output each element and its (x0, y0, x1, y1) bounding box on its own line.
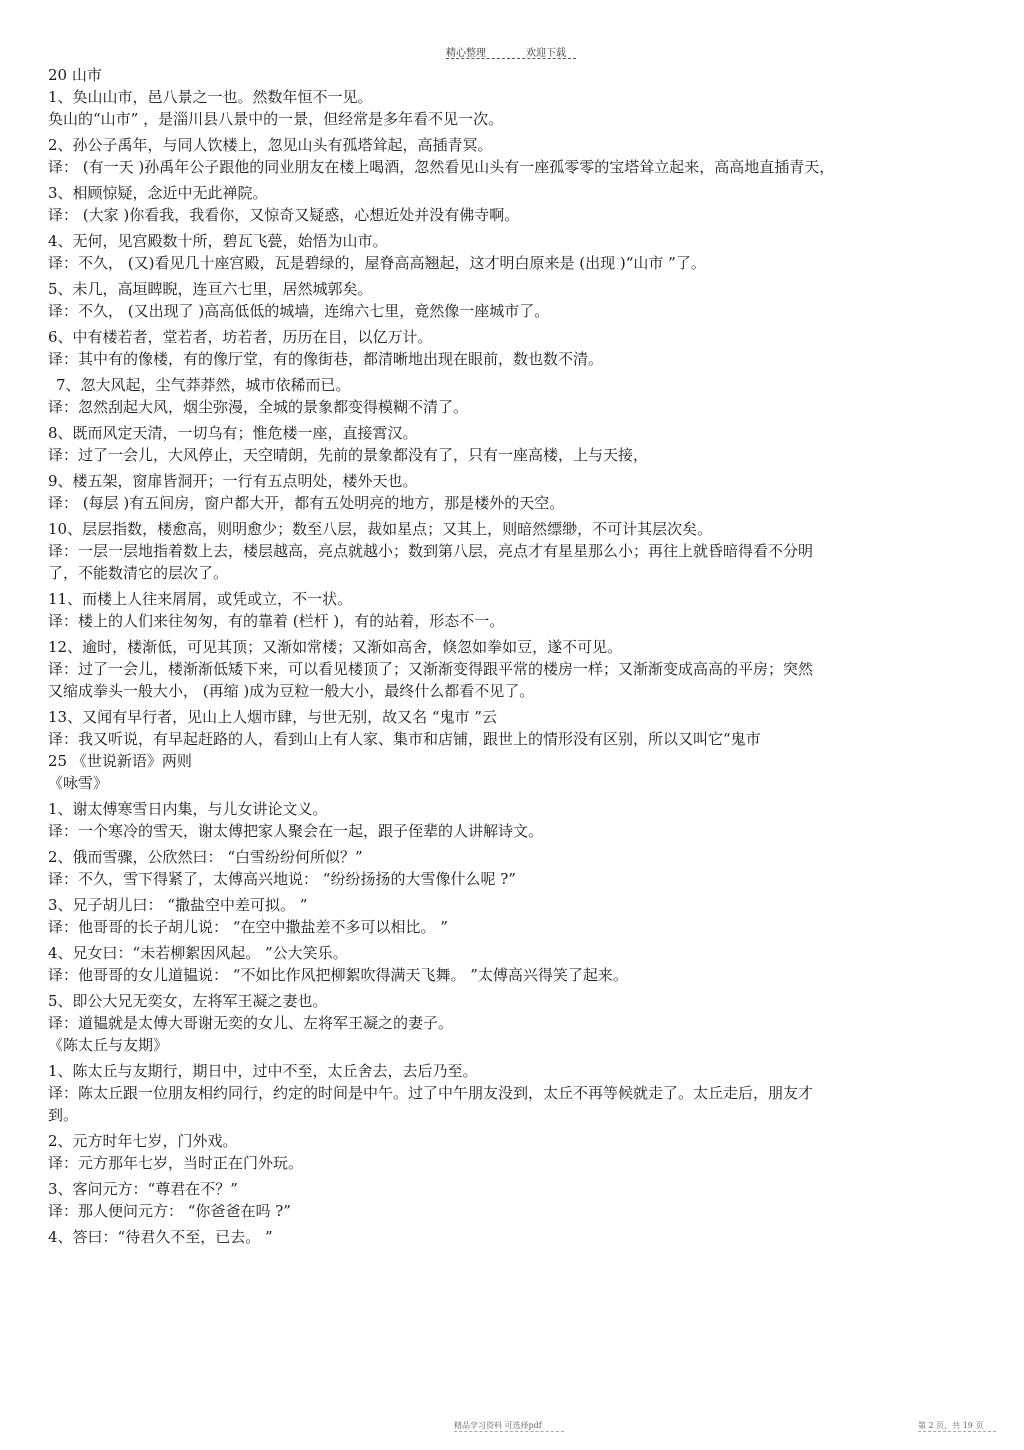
text-line: 译：楼上的人们来往匆匆，有的靠着 (栏杆 )，有的站着，形态不一。 (48, 612, 505, 630)
footer-left-text: 精品学习资料 可选择pdf (454, 1421, 542, 1430)
text-line: 13、又闻有早行者，见山上人烟市肆，与世无别，故又名 “鬼市 ”云 (48, 708, 497, 726)
document-body (48, 64, 898, 1248)
text-line: 译：忽然刮起大风，烟尘弥漫，全城的景象都变得模糊不清了。 (48, 398, 469, 416)
text-line: 6、中有楼若者，堂若者，坊若者，历历在目，以亿万计。 (48, 328, 433, 346)
text-line: 译： (每层 )有五间房，窗户都大开，都有五处明亮的地方，那是楼外的天空。 (48, 494, 565, 512)
text-line: 2、孙公子禹年，与同人饮楼上，忽见山头有孤塔耸起，高插青冥。 (48, 136, 493, 154)
text-line: 译：一层一层地指着数上去，楼层越高，亮点就越小；数到第八层，亮点才有星星那么小；再往上就昏暗得看不分明 (48, 542, 814, 560)
subsection-title: 《咏雪》 (48, 774, 109, 792)
text-line: 7、忽大风起，尘气莽莽然，城市依稀而已。 (56, 376, 351, 394)
page-header (446, 44, 566, 59)
text-line: 奂山的“山市” ，是淄川县八景中的一景，但经常是多年看不见一次。 (48, 110, 504, 128)
text-line: 4、答曰：“待君久不至，已去。 ” (48, 1228, 273, 1246)
subsection-title: 《陈太丘与友期》 (48, 1036, 169, 1054)
text-line: 到。 (48, 1106, 79, 1124)
text-line: 译：过了一会儿，楼渐渐低矮下来，可以看见楼顶了；又渐渐变得跟平常的楼房一样；又渐渐变成高高的平房；突然 (48, 660, 814, 678)
text-line: 12、逾时，楼渐低，可见其顶；又渐如常楼；又渐如高舍，倏忽如拳如豆，遂不可见。 (48, 638, 623, 656)
text-line: 又缩成拳头一般大小， (再缩 )成为豆粒一般大小，最终什么都看不见了。 (48, 682, 535, 700)
header-left-text: 精心整理 (446, 48, 486, 59)
text-line: 译：一个寒冷的雪天，谢太傅把家人聚会在一起，跟子侄辈的人讲解诗文。 (48, 822, 544, 840)
text-line: 4、无何，见宫殿数十所，碧瓦飞甍，始悟为山市。 (48, 232, 388, 250)
text-line: 5、即公大兄无奕女，左将军王凝之妻也。 (48, 992, 328, 1010)
text-line: 译：不久，雪下得紧了，太傅高兴地说： “纷纷扬扬的大雪像什么呢 ?” (48, 870, 516, 888)
page-number: 第 2 页，共 19 页 (918, 1421, 984, 1430)
text-line: 译：不久， (又)看见几十座宫殿，瓦是碧绿的，屋脊高高翘起，这才明白原来是 (出现 )“山市 ”了。 (48, 254, 706, 272)
text-line: 译：道韫就是太傅大哥谢无奕的女儿、左将军王凝之的妻子。 (48, 1014, 454, 1032)
text-line: 译：陈太丘跟一位朋友相约同行，约定的时间是中午。过了中午朋友没到，太丘不再等候就走了。太丘走后，朋友才 (48, 1084, 814, 1102)
text-line: 2、元方时年七岁，门外戏。 (48, 1132, 238, 1150)
text-line: 译：过了一会儿，大风停止，天空晴朗，先前的景象都没有了，只有一座高楼，上与天接， (48, 446, 649, 464)
text-line: 3、兄子胡儿曰： “撒盐空中差可拟。 ” (48, 896, 308, 914)
text-line: 8、既而风定天清，一切乌有；惟危楼一座，直接霄汉。 (48, 424, 418, 442)
header-right-text: 欢迎下载 (526, 48, 566, 59)
section-title: 25 《世说新语》两则 (48, 752, 192, 770)
text-line: 译：他哥哥的女儿道韫说： “不如比作风把柳絮吹得满天飞舞。 ”太傅高兴得笑了起来。 (48, 966, 628, 984)
text-line: 3、相顾惊疑，念近中无此禅院。 (48, 184, 268, 202)
text-line: 了，不能数清它的层次了。 (48, 564, 229, 582)
text-line: 4、兄女曰：“未若柳絮因风起。 ”公大笑乐。 (48, 944, 348, 962)
text-line: 译：他哥哥的长子胡儿说： “在空中撒盐差不多可以相比。 ” (48, 918, 448, 936)
footer-right-divider (918, 1431, 996, 1432)
text-line: 11、而楼上人往来屑屑，或凭或立，不一状。 (48, 590, 353, 608)
text-line: 译：其中有的像楼，有的像厅堂，有的像街巷，都清晰地出现在眼前，数也数不清。 (48, 350, 604, 368)
text-line: 译：不久， (又出现了 )高高低低的城墙，连绵六七里，竟然像一座城市了。 (48, 302, 550, 320)
text-line: 1、奂山山市，邑八景之一也。然数年恒不一见。 (48, 88, 373, 106)
text-line: 译：我又听说，有早起赶路的人，看到山上有人家、集市和店铺，跟世上的情形没有区别，所以又叫它“鬼市 (48, 730, 761, 748)
text-line: 10、层层指数，楼愈高，则明愈少；数至八层，裁如星点；又其上，则暗然缥缈，不可计其层次矣。 (48, 520, 713, 538)
text-line: 1、陈太丘与友期行，期日中，过中不至，太丘舍去，去后乃至。 (48, 1062, 478, 1080)
text-line: 9、楼五架，窗扉皆洞开；一行有五点明处，楼外天也。 (48, 472, 418, 490)
section-title: 20 山市 (48, 66, 102, 84)
footer-left-divider (454, 1431, 564, 1432)
text-line: 译： (大家 )你看我，我看你，又惊奇又疑惑，心想近处并没有佛寺啊。 (48, 206, 520, 224)
text-line: 3、客问元方：“尊君在不？” (48, 1180, 238, 1198)
text-line: 译：那人便问元方： “你爸爸在吗 ?” (48, 1202, 291, 1220)
text-line: 译： (有一天 )孙禹年公子跟他的同业朋友在楼上喝酒，忽然看见山头有一座孤零零的宝塔耸立起来，高高地直插青天， (48, 158, 835, 176)
text-line: 2、俄而雪骤，公欣然曰： “白雪纷纷何所似？” (48, 848, 363, 866)
text-line: 1、谢太傅寒雪日内集，与儿女讲论文义。 (48, 800, 328, 818)
text-line: 译：元方那年七岁，当时正在门外玩。 (48, 1154, 304, 1172)
header-divider (446, 58, 576, 59)
text-line: 5、未几，高垣睥睨，连亘六七里，居然城郭矣。 (48, 280, 373, 298)
